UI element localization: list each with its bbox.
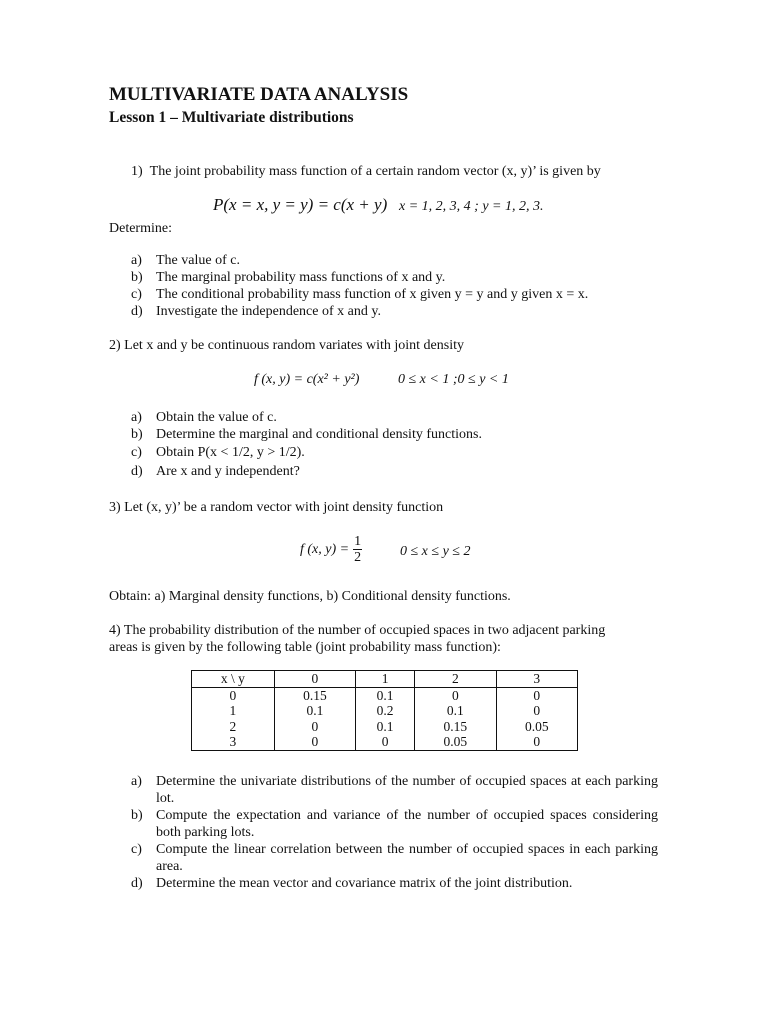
list-text: The marginal probability mass functions of x and y. (156, 270, 446, 285)
table-header-cell: 1 (356, 671, 415, 688)
table-cell: 0 (274, 734, 355, 750)
table-cell: 0 (496, 734, 577, 750)
table-row (192, 719, 578, 735)
q2-domain: 0 ≤ x < 1 ;0 ≤ y < 1 (398, 372, 509, 387)
list-marker: c) (131, 445, 142, 460)
table-row (192, 703, 578, 719)
table-row (192, 687, 578, 703)
table-cell: 0.1 (415, 703, 496, 719)
list-item (131, 269, 661, 286)
list-marker: d) (131, 464, 143, 479)
q1-domain: x = 1, 2, 3, 4 ; y = 1, 2, 3. (399, 199, 544, 214)
row-label: 2 (229, 718, 237, 734)
list-item (131, 773, 658, 807)
q2-statement: 2) Let x and y be continuous random variates with joint density (109, 338, 464, 353)
list-text: Investigate the independence of x and y. (156, 304, 381, 319)
list-text: Determine the marginal and conditional density functions. (156, 427, 482, 442)
q3-domain: 0 ≤ x ≤ y ≤ 2 (400, 544, 471, 559)
list-item (131, 426, 661, 443)
q1-statement: 1) The joint probability mass function of a certain random vector (x, y)’ is given by (131, 164, 601, 179)
list-marker: b) (131, 270, 143, 285)
table-cell: 0.1 (356, 719, 415, 735)
table-cell: 0.15 (415, 719, 496, 735)
page-title: MULTIVARIATE DATA ANALYSIS (109, 84, 409, 105)
q3-formula-lhs: f (x, y) = (300, 542, 350, 557)
table-cell: 0.1 (356, 687, 415, 703)
list-text: Compute the expectation and variance of the number of occupied spaces considering both parking lots. (156, 808, 658, 840)
table-header-cell: 0 (274, 671, 355, 688)
list-marker: c) (131, 287, 142, 302)
table-cell: 0.2 (356, 703, 415, 719)
list-item (131, 303, 661, 320)
row-label: 3 (229, 734, 237, 749)
joint-probability-table (191, 670, 578, 751)
list-text: Are x and y independent? (156, 464, 300, 479)
table-cell: 0 (496, 687, 577, 703)
q3-fraction (353, 534, 362, 565)
lesson-subtitle: Lesson 1 – Multivariate distributions (109, 109, 354, 126)
list-marker: b) (131, 427, 143, 442)
list-marker: a) (131, 774, 142, 789)
list-item (131, 252, 661, 269)
q2-formula: f (x, y) = c(x² + y²) (254, 372, 360, 387)
row-label: 0 (229, 687, 237, 703)
q3-obtain: Obtain: a) Marginal density functions, b) Conditional density functions. (109, 589, 511, 604)
list-text: Determine the univariate distributions of the number of occupied spaces at each parking lot. (156, 774, 658, 806)
list-item (131, 875, 658, 892)
q1-formula: P(x = x, y = y) = c(x + y) (213, 195, 388, 214)
q1-determine-label: Determine: (109, 221, 172, 236)
q4-statement-line1: 4) The probability distribution of the number of occupied spaces in two adjacent parking (109, 623, 606, 638)
table-header-cell: 2 (415, 671, 496, 688)
list-item (131, 286, 661, 303)
table-row (192, 734, 578, 750)
table-header-cell: 3 (496, 671, 577, 688)
q3-statement: 3) Let (x, y)’ be a random vector with joint density function (109, 500, 444, 515)
list-marker: b) (131, 808, 143, 823)
list-item (131, 444, 661, 461)
list-text: Compute the linear correlation between the number of occupied spaces in each parking area. (156, 842, 658, 874)
q4-subquestions (131, 773, 658, 892)
table-cell: 0.05 (496, 719, 577, 735)
list-text: Determine the mean vector and covariance matrix of the joint distribution. (156, 876, 573, 891)
list-marker: c) (131, 842, 142, 857)
q2-subquestions (131, 409, 661, 480)
table-cell: 0.15 (274, 687, 355, 703)
list-marker: a) (131, 410, 142, 425)
list-text: Obtain the value of c. (156, 410, 277, 425)
row-label: 1 (229, 703, 237, 718)
table-corner: x \ y (192, 671, 275, 688)
list-item (131, 463, 661, 480)
table-cell: 0 (415, 687, 496, 703)
list-marker: d) (131, 304, 143, 319)
table-cell: 0.1 (274, 703, 355, 719)
list-marker: d) (131, 876, 143, 891)
list-marker: a) (131, 253, 142, 268)
q1-subquestions (131, 252, 661, 320)
table-cell: 0 (496, 703, 577, 719)
list-text: The value of c. (156, 253, 240, 268)
q3-fraction-denominator: 2 (354, 550, 362, 565)
q4-statement-line2: areas is given by the following table (joint probability mass function): (109, 640, 501, 655)
table-cell: 0 (274, 719, 355, 735)
table-cell: 0 (356, 734, 415, 750)
list-item (131, 409, 661, 426)
list-item (131, 841, 658, 875)
table-header-row (192, 671, 578, 688)
list-text: Obtain P(x < 1/2, y > 1/2). (156, 445, 305, 460)
q3-formula (300, 534, 362, 565)
list-item (131, 807, 658, 841)
table-cell: 0.05 (415, 734, 496, 750)
q3-fraction-numerator: 1 (354, 534, 362, 549)
list-text: The conditional probability mass function of x given y = y and y given x = x. (156, 287, 589, 302)
